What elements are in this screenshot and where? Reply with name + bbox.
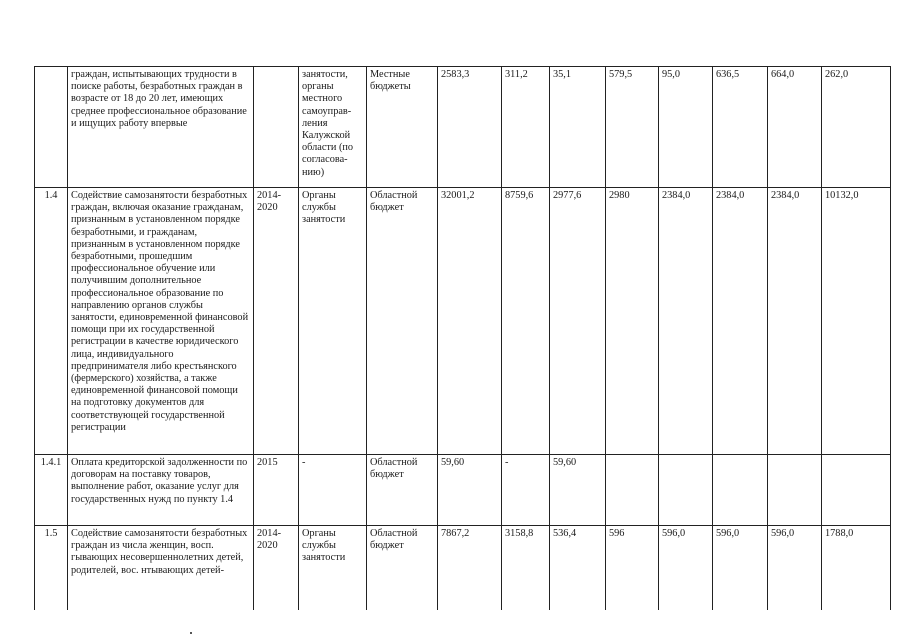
amount-2019: 596,0 [768,526,822,611]
amount-2017: 2384,0 [659,188,713,455]
amount-2019: 2384,0 [768,188,822,455]
measure-description: Содействие самозанятости безработных граждан, включая оказание гражданам, признанным в установленном порядке безработными, и гражданам, признанным в установленном порядке безработными, прошедшим профессиональное обучение или получившим дополнительное профессиональное образование по направлению органов службы занятости, единовременной финансовой помощи при их государственной регистрации в качестве юридического лица, индивидуального предпринимателя либо крестьянского (фермерского) хозяйства, а также единовременной финансовой помощи на подготовку документов для соответствующей государственной регистрации [68,188,254,455]
total-amount: 32001,2 [438,188,502,455]
measure-description: Оплата кредиторской задолженности по договорам на поставку товаров, выполнение работ, оказание услуг для государственных нужд по пункту 1.4 [68,455,254,526]
amount-2020: 262,0 [822,67,891,188]
amount-2020: 1788,0 [822,526,891,611]
period-years: 2015 [254,455,299,526]
amount-2018: 596,0 [713,526,768,611]
amount-2014: 311,2 [502,67,550,188]
period-years: 2014-2020 [254,188,299,455]
amount-2014: 8759,6 [502,188,550,455]
measure-description: граждан, испытывающих трудности в поиске работы, безработных граждан в возрасте от 18 до 20 лет, имеющих среднее профессиональное образование и ищущих работу впервые [68,67,254,188]
amount-2015: 536,4 [550,526,606,611]
amount-2014: 3158,8 [502,526,550,611]
total-amount: 59,60 [438,455,502,526]
total-amount: 2583,3 [438,67,502,188]
amount-2014: - [502,455,550,526]
executor: - [299,455,367,526]
amount-2018: 2384,0 [713,188,768,455]
program-table [34,66,891,610]
period-years [254,67,299,188]
amount-2015: 2977,6 [550,188,606,455]
row-number [35,67,68,188]
amount-2020: 10132,0 [822,188,891,455]
table-row [35,188,891,455]
amount-2018 [713,455,768,526]
row-number: 1.4 [35,188,68,455]
amount-2019 [768,455,822,526]
amount-2016: 579,5 [606,67,659,188]
amount-2017: 95,0 [659,67,713,188]
executor: занятости, органы местного самоуправ-ления Калужской области (по согласова-нию) [299,67,367,188]
table-row [35,455,891,526]
funding-source: Областной бюджет [367,455,438,526]
measure-description: Содействие самозанятости безработных граждан из числа женщин, восп. гывающих несовершеннолетних детей, родителей, вос. нтывающих детей- [68,526,254,611]
row-number: 1.4.1 [35,455,68,526]
executor: Органы службы занятости [299,188,367,455]
table-row [35,67,891,188]
amount-2016 [606,455,659,526]
amount-2016: 596 [606,526,659,611]
period-years: 2014-2020 [254,526,299,611]
funding-source: Областной бюджет [367,526,438,611]
amount-2015: 59,60 [550,455,606,526]
executor: Органы службы занятости [299,526,367,611]
amount-2016: 2980 [606,188,659,455]
scan-speck [190,632,192,634]
amount-2017: 596,0 [659,526,713,611]
funding-source: Областной бюджет [367,188,438,455]
amount-2020 [822,455,891,526]
amount-2019: 664,0 [768,67,822,188]
amount-2015: 35,1 [550,67,606,188]
amount-2018: 636,5 [713,67,768,188]
row-number: 1.5 [35,526,68,611]
total-amount: 7867,2 [438,526,502,611]
funding-source: Местные бюджеты [367,67,438,188]
amount-2017 [659,455,713,526]
table-row [35,526,891,611]
